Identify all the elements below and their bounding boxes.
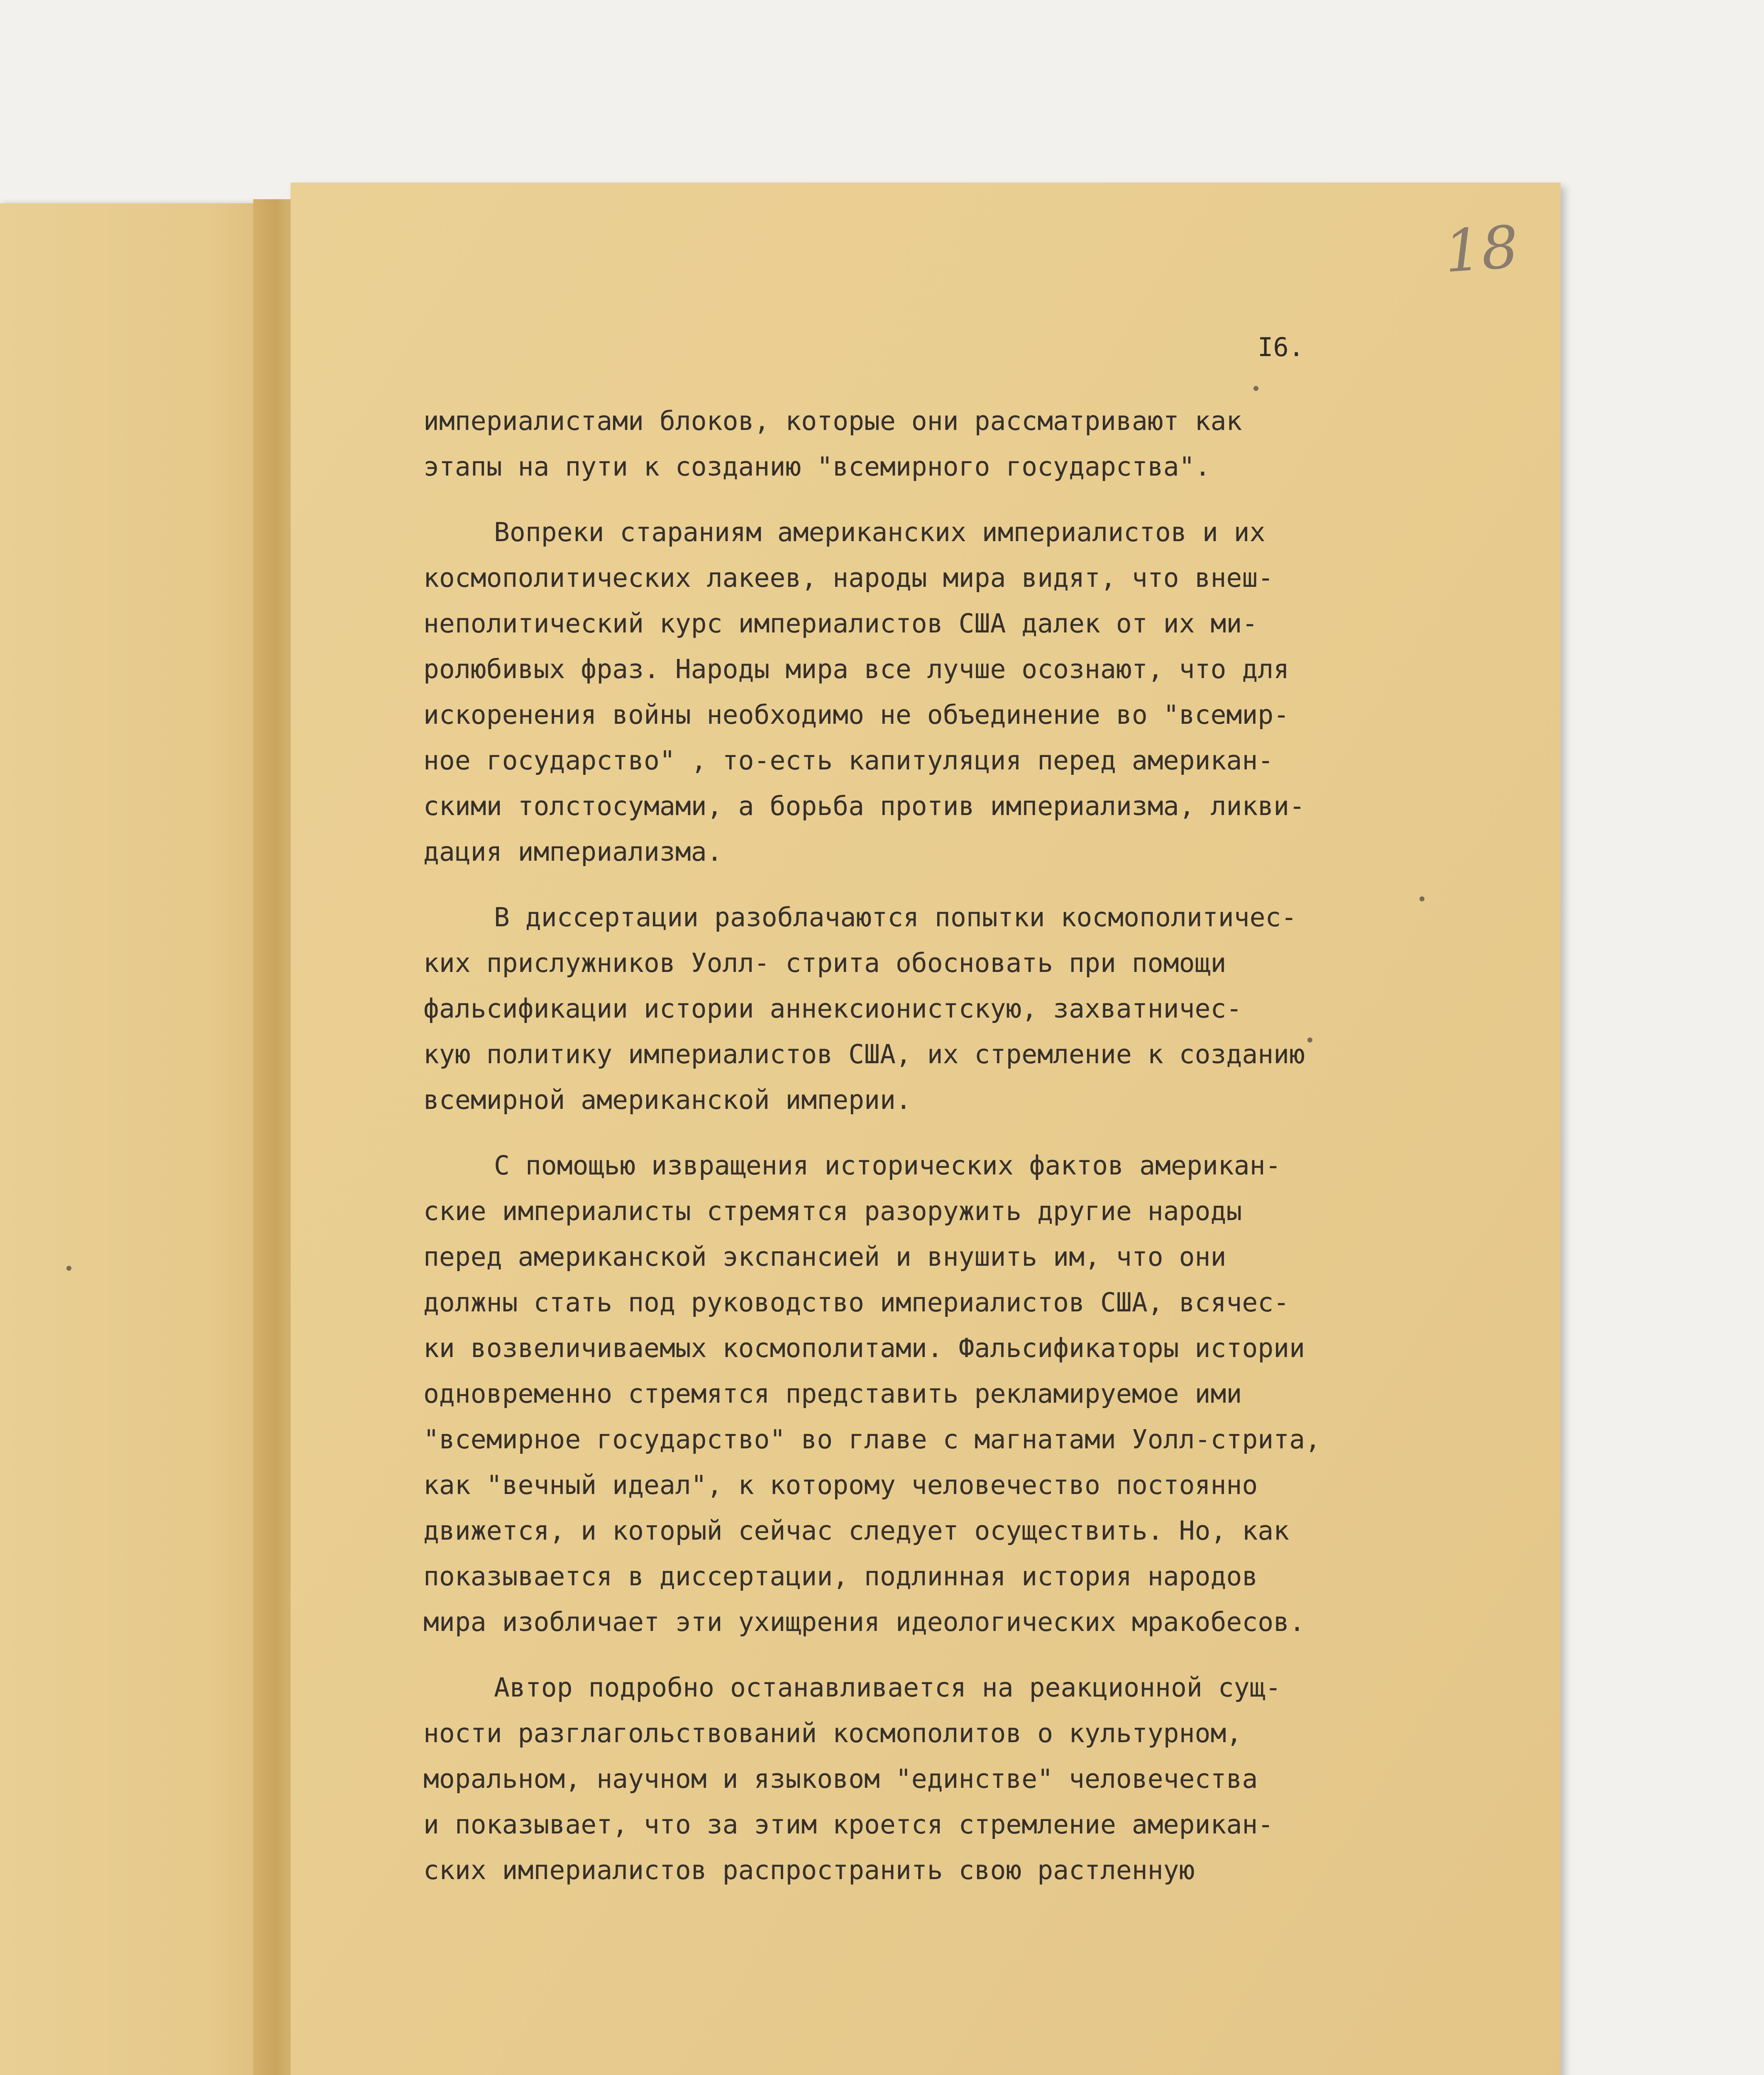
paper-speck [1253, 386, 1258, 391]
text-line: всемирной американской империи. [423, 1085, 911, 1115]
text-line: Автор подробно останавливается на реакционной сущ- [494, 1672, 1281, 1703]
text-line: как "вечный идеал", к которому человечество постоянно [423, 1470, 1258, 1500]
text-line: В диссертации разоблачаются попытки космополитичес- [494, 902, 1297, 933]
text-line: мира изобличает эти ухищрения идеологических мракобесов. [423, 1607, 1305, 1637]
paragraph [423, 895, 1440, 1123]
paper-speck [66, 1266, 71, 1271]
text-line: моральном, научном и языковом "единстве" человечества [423, 1764, 1258, 1794]
paragraph [423, 1665, 1440, 1893]
text-line: ских империалистов распространить свою растленную [423, 1855, 1195, 1885]
typewritten-body [423, 398, 1440, 1913]
text-line: показывается в диссертации, подлинная история народов [423, 1561, 1258, 1592]
text-line: империалистами блоков, которые они рассматривают как [423, 406, 1242, 436]
text-line: этапы на пути к созданию "всемирного государства". [423, 452, 1211, 482]
text-line: искоренения войны необходимо не объединение во "всемир- [423, 700, 1290, 730]
text-line: одновременно стремятся представить рекламируемое ими [423, 1379, 1242, 1409]
text-line: "всемирное государство" во главе с магнатами Уолл-стрита, [423, 1424, 1321, 1455]
text-line: фальсификации истории аннексионистскую, захватничес- [423, 994, 1242, 1024]
text-line: кую политику империалистов США, их стремление к созданию [423, 1039, 1305, 1069]
text-line: ких прислужников Уолл- стрита обосновать при помощи [423, 948, 1226, 978]
text-line: Вопреки стараниям американских империалистов и их [494, 517, 1266, 547]
text-line: должны стать под руководство империалистов США, всячес- [423, 1287, 1290, 1318]
text-line: и показывает, что за этим кроется стремление американ- [423, 1809, 1274, 1840]
paragraph [423, 510, 1440, 875]
text-line: ролюбивых фраз. Народы мира все лучше осознают, что для [423, 654, 1290, 684]
typed-page-number: I6. [1258, 332, 1304, 362]
text-line: дация империализма. [423, 837, 723, 867]
paragraph [423, 398, 1440, 490]
text-line: движется, и который сейчас следует осуществить. Но, как [423, 1516, 1290, 1546]
text-line: ное государство" , то-есть капитуляция перед американ- [423, 745, 1274, 776]
text-line: ности разглагольствований космополитов о культурном, [423, 1718, 1242, 1748]
text-line: перед американской экспансией и внушить им, что они [423, 1242, 1226, 1272]
paper-speck [1307, 1038, 1312, 1042]
text-line: ки возвеличиваемых космополитами. Фальсификаторы истории [423, 1333, 1305, 1363]
text-line: ские империалисты стремятся разоружить другие народы [423, 1196, 1242, 1226]
paper-speck [1420, 896, 1424, 901]
text-line: космополитических лакеев, народы мира видят, что внеш- [423, 563, 1274, 593]
text-line: С помощью извращения исторических фактов американ- [494, 1150, 1281, 1181]
paragraph [423, 1143, 1440, 1645]
text-line: скими толстосумами, а борьба против империализма, ликви- [423, 791, 1305, 821]
handwritten-folio-number: 18 [1442, 213, 1521, 286]
text-line: неполитический курс империалистов США далек от их ми- [423, 608, 1258, 639]
